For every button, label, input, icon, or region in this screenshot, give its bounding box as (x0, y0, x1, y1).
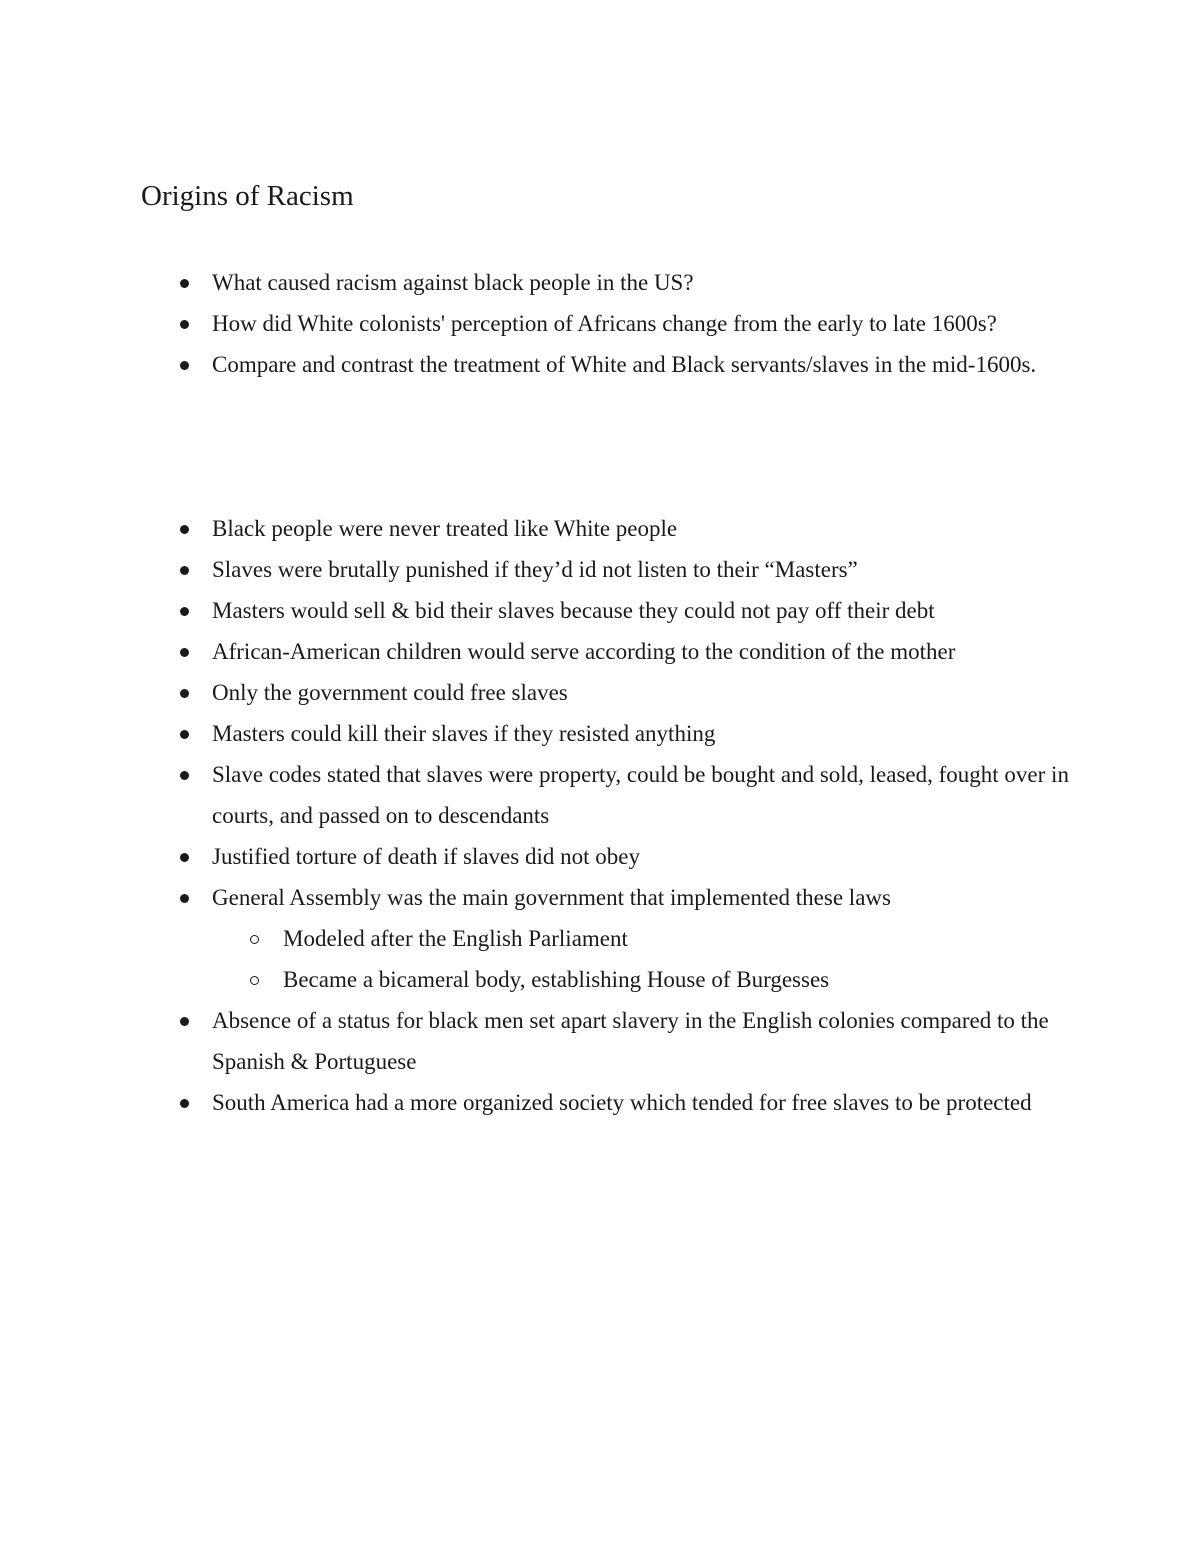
bullet-dot-icon (180, 771, 189, 780)
note-item (0, 877, 1072, 1000)
bullet-dot-icon (180, 279, 189, 288)
bullet-ring-icon (250, 976, 259, 985)
document-title: Origins of Racism (141, 180, 354, 212)
bullet-dot-icon (180, 648, 189, 657)
bullet-dot-icon (180, 689, 189, 698)
note-text: Absence of a status for black men set apart slavery in the English colonies compared to the Spanish & Portuguese (212, 1008, 1049, 1074)
bullet-dot-icon (180, 361, 189, 370)
question-list (0, 262, 1200, 385)
note-text: South America had a more organized society which tended for free slaves to be protected (212, 1090, 1032, 1115)
note-text: General Assembly was the main government that implemented these laws (212, 885, 891, 910)
bullet-dot-icon (180, 894, 189, 903)
question-item (0, 303, 1072, 344)
bullet-dot-icon (180, 730, 189, 739)
note-text: Slaves were brutally punished if they’d id not listen to their “Masters” (212, 557, 858, 582)
note-item (0, 1082, 1072, 1123)
note-item (0, 836, 1072, 877)
sub-note-text: Modeled after the English Parliament (283, 926, 628, 951)
bullet-dot-icon (180, 853, 189, 862)
sub-note-item (283, 918, 1003, 959)
note-text: Slave codes stated that slaves were property, could be bought and sold, leased, fought over in courts, and passed on to descendants (212, 762, 1069, 828)
notes-list (0, 508, 1200, 1123)
bullet-dot-icon (180, 320, 189, 329)
note-text: African-American children would serve according to the condition of the mother (212, 639, 956, 664)
question-text: How did White colonists' perception of Africans change from the early to late 1600s? (212, 311, 997, 336)
note-text: Justified torture of death if slaves did not obey (212, 844, 640, 869)
question-item (0, 262, 1072, 303)
bullet-dot-icon (180, 566, 189, 575)
sub-note-text: Became a bicameral body, establishing House of Burgesses (283, 967, 830, 992)
note-item (0, 672, 1072, 713)
note-text: Masters could kill their slaves if they resisted anything (212, 721, 716, 746)
note-text: Only the government could free slaves (212, 680, 568, 705)
note-text: Black people were never treated like White people (212, 516, 678, 541)
note-item (0, 631, 1072, 672)
note-item (0, 549, 1072, 590)
bullet-dot-icon (180, 607, 189, 616)
note-item (0, 754, 1072, 836)
note-item (0, 590, 1072, 631)
sub-note-item (283, 959, 1003, 1000)
question-text: Compare and contrast the treatment of White and Black servants/slaves in the mid-1600s. (212, 352, 1037, 377)
question-item (0, 344, 1072, 385)
bullet-dot-icon (180, 1099, 189, 1108)
question-text: What caused racism against black people in the US? (212, 270, 694, 295)
note-item (0, 713, 1072, 754)
sub-note-list (212, 918, 1072, 1000)
bullet-dot-icon (180, 1017, 189, 1026)
bullet-dot-icon (180, 525, 189, 534)
bullet-ring-icon (250, 935, 259, 944)
note-text: Masters would sell & bid their slaves because they could not pay off their debt (212, 598, 935, 623)
note-item (0, 508, 1072, 549)
note-item (0, 1000, 1072, 1082)
